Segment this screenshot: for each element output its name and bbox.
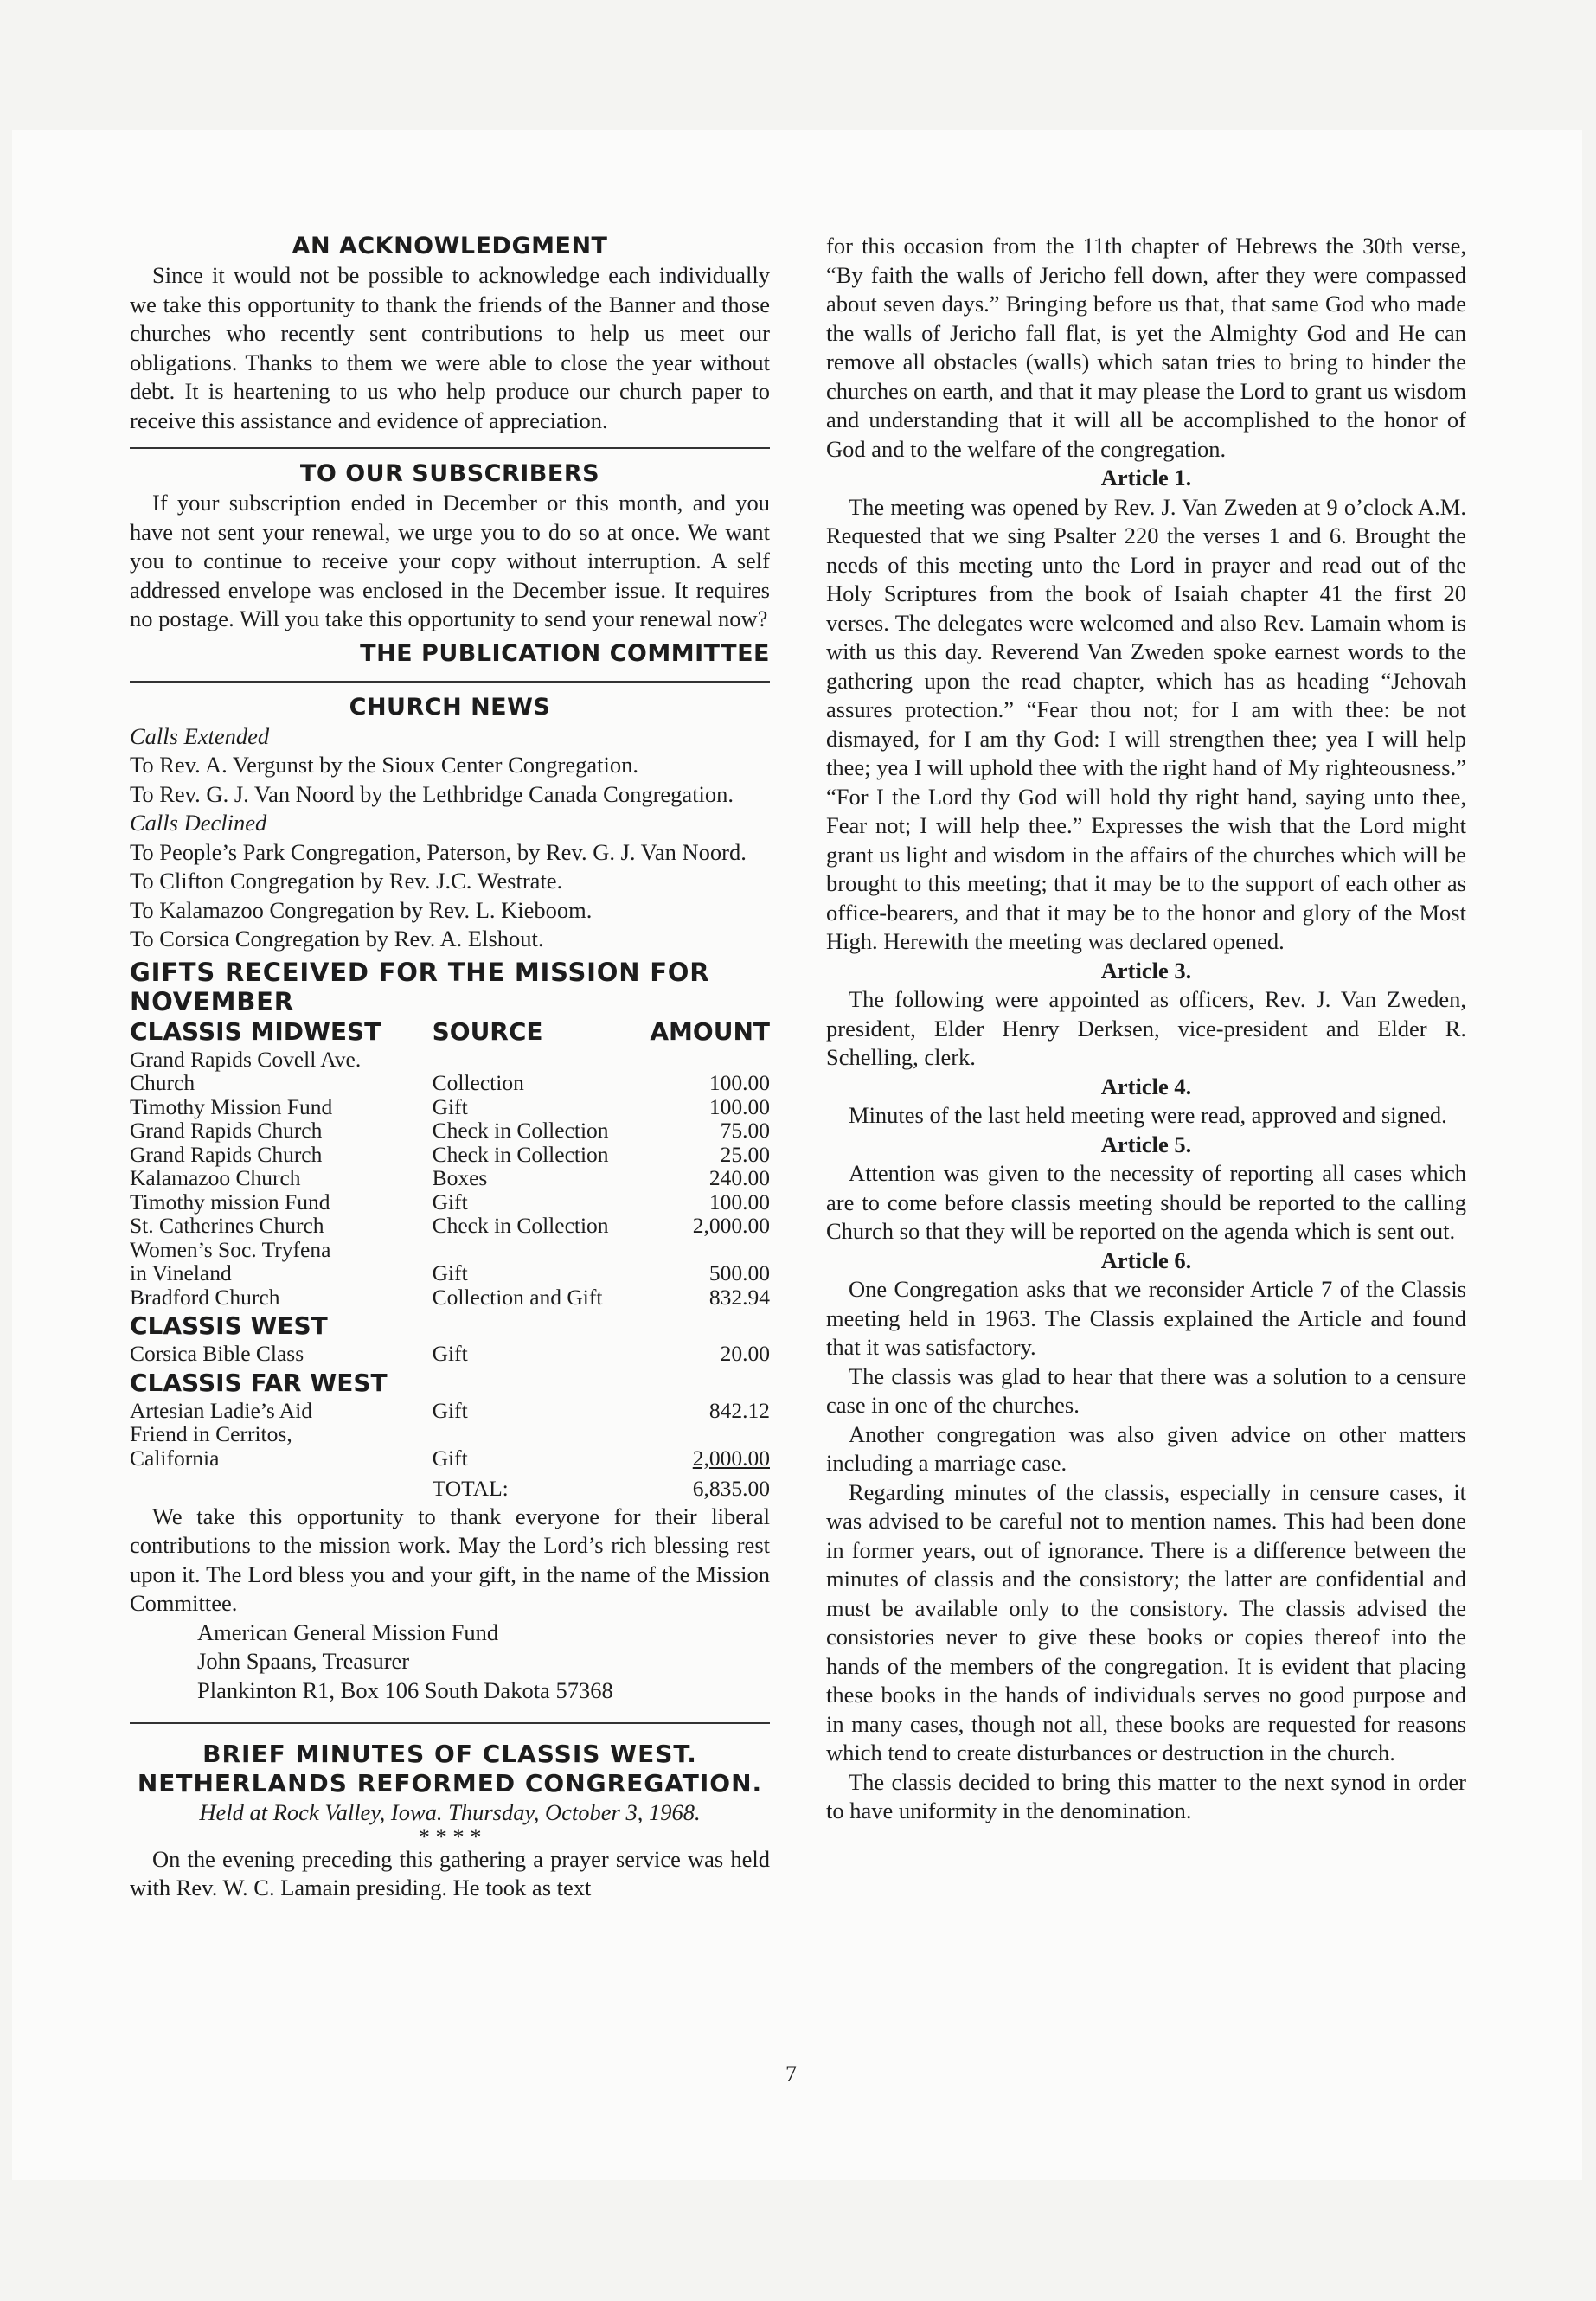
gift-amount: 2,000.00 xyxy=(692,1445,770,1471)
article-5-body: Attention was given to the necessity of reporting all cases which are to come before classis meeting should be reported to the calling Church so that they will be reported on the agenda which is sent out. xyxy=(826,1160,1466,1244)
subscribers-body: If your subscription ended in December or this month, and you have not sent your renewal, we urge you to do so at once. We want you to continue to receive your copy without interruption. A self addressed envelope was enclosed in the December issue. It requires no postage. Will you take this opportunity to send your renewal now? xyxy=(130,490,770,631)
west-rows xyxy=(130,1342,770,1366)
article-6-paragraph: Regarding minutes of the classis, especially in censure cases, it was advised to be careful not to mention names. This had been done in former years, out of ignorance. There is a difference between the minutes of classis and the consistory; the latter are confidential and must be available only to the consistory. The classis advised the consistories never to give these books or copies thereof into the hands of the members of the congregation. It is evident that placing these books in the hands of individuals serves no good purpose and in many cases, though not all, these books are requested for reasons which tend to create disturbances or destruction in the church. xyxy=(826,1478,1466,1766)
gift-source xyxy=(433,1048,651,1072)
minutes-stars: * * * * xyxy=(418,1823,482,1849)
left-column xyxy=(130,232,770,1903)
gift-amount: 832.94 xyxy=(708,1284,770,1310)
minutes-heading-line1: BRIEF MINUTES OF CLASSIS WEST. xyxy=(202,1740,697,1768)
gift-source: Check in Collection xyxy=(432,1141,609,1167)
article-6-paragraph: The classis decided to bring this matter to the next synod in order to have uniformity in the denomination. xyxy=(826,1768,1466,1823)
mission-thanks: We take this opportunity to thank everyone for their liberal contributions to the mission work. May the Lord’s rich blessing rest upon it. The Lord bless you and your gift, in the name of the Mission Committee. xyxy=(130,1503,770,1616)
gift-source: Collection and Gift xyxy=(432,1284,603,1310)
minutes-continuation: for this occasion from the 11th chapter of Hebrews the 30th verse, “By faith the walls of Jericho fell down, after they were compassed about seven days.” Bringing before us that, that same God who made the walls of Jericho fall flat, is yet the Almighty God and He can remove all obstacles (walls) which satan tries to bring to hinder the churches on earth, and that it may please the Lord to grant us wisdom and understanding that it will all be accomplished to the honor of God and to the welfare of the congregation. xyxy=(826,233,1466,462)
article-1-body: The meeting was opened by Rev. J. Van Zweden at 9 o’clock A.M. Requested that we sing Psalter 220 the verses 1 and 6. Brought the needs of this meeting unto the Lord in prayer and read out of the Holy Scriptures from the book of Isaiah chapter 41 the first 20 verses. The delegates were welcomed and also Rev. Lamain whom is with us this day. Reverend Van Zweden spoke earnest words to the gathering upon the read chapter, which has as heading “Jehovah assures protection.” “Fear thou not; for I am with thee: be not dismayed, for I am thy God: I will strengthen thee; yea I will help thee; yea I will uphold thee with the right hand of My righteousness.” “For I the Lord thy God will hold thy right hand, saying unto thee, Fear not; I will help thee.” Expresses the wish that the Lord might grant us light and wisdom in the affairs of the churches which will be brought to this meeting; that it may be to the support of each other as office-bearers, and that it may be to the honor and glory of the Most High. Herewith the meeting was declared opened. xyxy=(826,493,1466,954)
gift-row xyxy=(130,1422,770,1446)
gift-donor: Church xyxy=(130,1070,195,1095)
gift-donor: Grand Rapids Covell Ave. xyxy=(130,1046,362,1072)
gift-source: Gift xyxy=(432,1397,468,1423)
gifts-heading: GIFTS RECEIVED FOR THE MISSION FOR NOVEMBER xyxy=(130,957,710,1016)
mission-signature-line: John Spaans, Treasurer xyxy=(197,1648,410,1674)
gift-donor: Kalamazoo Church xyxy=(130,1165,301,1190)
mission-signature-line: American General Mission Fund xyxy=(197,1618,499,1645)
gift-donor: Corsica Bible Class xyxy=(130,1341,304,1366)
publication-committee-signature: THE PUBLICATION COMMITTEE xyxy=(360,639,770,667)
gift-row xyxy=(130,1285,770,1310)
column-header-source: SOURCE xyxy=(432,1016,543,1046)
total-label: TOTAL: xyxy=(432,1476,509,1501)
gift-source: Check in Collection xyxy=(432,1213,609,1238)
gift-donor: in Vineland xyxy=(130,1260,232,1285)
gift-source xyxy=(433,1238,651,1262)
gift-row xyxy=(130,1214,770,1238)
gift-donor: Artesian Ladie’s Aid xyxy=(130,1397,313,1423)
article-6-paragraph: One Congregation asks that we reconsider Article 7 of the Classis meeting held in 1963. The Classis explained the Article and found that it was satisfactory. xyxy=(826,1276,1466,1360)
gift-row xyxy=(130,1166,770,1190)
midwest-rows xyxy=(130,1048,770,1310)
total-row xyxy=(130,1470,770,1501)
classis-west-row xyxy=(130,1309,770,1342)
article-1-title: Article 1. xyxy=(1100,465,1192,490)
news-item: To Clifton Congregation by Rev. J.C. Westrate. xyxy=(130,868,563,894)
church-news-heading: CHURCH NEWS xyxy=(349,693,551,721)
gift-amount: 500.00 xyxy=(708,1260,770,1285)
article-3-body: The following were appointed as officers, Rev. J. Van Zweden, president, Elder Henry Derksen, vice-president and Elder R. Schelling, clerk. xyxy=(826,986,1466,1070)
gift-amount: 100.00 xyxy=(708,1070,770,1095)
divider xyxy=(130,1722,770,1724)
gift-source: Gift xyxy=(432,1093,468,1119)
column-header-classis: CLASSIS MIDWEST xyxy=(130,1016,381,1046)
gift-donor: California xyxy=(130,1445,220,1471)
gift-row xyxy=(130,1446,770,1471)
gift-row xyxy=(130,1261,770,1285)
gift-source: Gift xyxy=(432,1445,468,1471)
classis-far-west-label: CLASSIS FAR WEST xyxy=(130,1368,388,1397)
news-item: To Kalamazoo Congregation by Rev. L. Kieboom. xyxy=(130,896,593,923)
gift-row xyxy=(130,1342,770,1366)
subscribers-heading: TO OUR SUBSCRIBERS xyxy=(299,460,600,487)
article-6-title: Article 6. xyxy=(1100,1247,1192,1273)
gift-source xyxy=(433,1422,651,1446)
minutes-subheading: Held at Rock Valley, Iowa. Thursday, October 3, 1968. xyxy=(199,1799,701,1825)
gifts-table-header xyxy=(130,1016,770,1048)
column-header-amount: AMOUNT xyxy=(650,1016,770,1046)
far-west-rows xyxy=(130,1399,770,1471)
news-item: To Rev. A. Vergunst by the Sioux Center Congregation. xyxy=(130,752,638,778)
minutes-opening: On the evening preceding this gathering a prayer service was held with Rev. W. C. Lamain presiding. He took as text xyxy=(130,1845,770,1900)
gift-amount: 240.00 xyxy=(708,1165,770,1190)
gift-donor: Bradford Church xyxy=(130,1284,280,1310)
gift-donor: Timothy Mission Fund xyxy=(130,1093,333,1119)
total-amount: 6,835.00 xyxy=(692,1476,770,1501)
gift-row xyxy=(130,1048,770,1072)
gift-source: Gift xyxy=(432,1189,468,1215)
divider xyxy=(130,681,770,683)
article-3-title: Article 3. xyxy=(1100,957,1192,984)
acknowledgment-heading: AN ACKNOWLEDGMENT xyxy=(292,233,608,260)
news-item: To Corsica Congregation by Rev. A. Elshout. xyxy=(130,926,544,952)
gift-donor: Timothy mission Fund xyxy=(130,1189,330,1215)
gift-amount: 2,000.00 xyxy=(692,1213,770,1238)
gift-donor: Grand Rapids Church xyxy=(130,1141,323,1167)
gift-amount xyxy=(650,1238,770,1262)
calls-declined-label: Calls Declined xyxy=(130,810,267,836)
gift-donor: Friend in Cerritos, xyxy=(130,1421,292,1446)
article-4-body: Minutes of the last held meeting were read, approved and signed. xyxy=(849,1102,1447,1128)
news-item: To People’s Park Congregation, Paterson, by Rev. G. J. Van Noord. xyxy=(130,838,747,865)
divider xyxy=(130,447,770,449)
gift-amount: 100.00 xyxy=(708,1093,770,1119)
gift-amount: 75.00 xyxy=(720,1118,770,1143)
acknowledgment-body: Since it would not be possible to acknowledge each individually we take this opportunity to thank the friends of the Banner and those churches who recently sent contributions to help us meet our obligations. Thanks to them we were able to close the year without debt. It is heartening to us who help produce our church paper to receive this assistance and evidence of appreciation. xyxy=(130,262,770,433)
gift-row xyxy=(130,1071,770,1095)
gift-amount: 842.12 xyxy=(708,1397,770,1423)
gift-donor: Women’s Soc. Tryfena xyxy=(130,1236,331,1262)
article-6-paragraph: The classis was glad to hear that there was a solution to a censure case in one of the churches. xyxy=(826,1362,1466,1418)
gift-donor: Grand Rapids Church xyxy=(130,1118,323,1143)
gifts-table xyxy=(130,1016,770,1501)
gift-source: Gift xyxy=(432,1260,468,1285)
news-item: To Rev. G. J. Van Noord by the Lethbridge Canada Congregation. xyxy=(130,780,734,807)
gift-amount: 20.00 xyxy=(720,1341,770,1366)
gift-amount: 100.00 xyxy=(708,1189,770,1215)
right-column xyxy=(826,232,1466,1826)
page-number: 7 xyxy=(785,2061,797,2086)
gift-source: Boxes xyxy=(432,1165,488,1190)
mission-signature-line: Plankinton R1, Box 106 South Dakota 57368 xyxy=(197,1676,613,1703)
classis-far-west-row xyxy=(130,1366,770,1399)
gift-donor: St. Catherines Church xyxy=(130,1213,324,1238)
gift-source: Check in Collection xyxy=(432,1118,609,1143)
gift-amount xyxy=(650,1422,770,1446)
gift-row xyxy=(130,1399,770,1423)
classis-west-label: CLASSIS WEST xyxy=(130,1311,328,1340)
gift-source: Gift xyxy=(432,1341,468,1366)
gift-source: Collection xyxy=(432,1070,524,1095)
gift-amount xyxy=(650,1048,770,1072)
gift-row xyxy=(130,1118,770,1143)
gift-row xyxy=(130,1143,770,1167)
article-4-title: Article 4. xyxy=(1100,1073,1192,1099)
calls-extended-label: Calls Extended xyxy=(130,722,270,749)
gift-row xyxy=(130,1095,770,1119)
minutes-heading-line2: NETHERLANDS REFORMED CONGREGATION. xyxy=(137,1769,763,1798)
article-5-title: Article 5. xyxy=(1100,1131,1192,1157)
gift-row xyxy=(130,1238,770,1262)
gift-row xyxy=(130,1190,770,1215)
gift-amount: 25.00 xyxy=(720,1141,770,1167)
article-6-paragraph: Another congregation was also given advice on other matters including a marriage case. xyxy=(826,1420,1466,1476)
